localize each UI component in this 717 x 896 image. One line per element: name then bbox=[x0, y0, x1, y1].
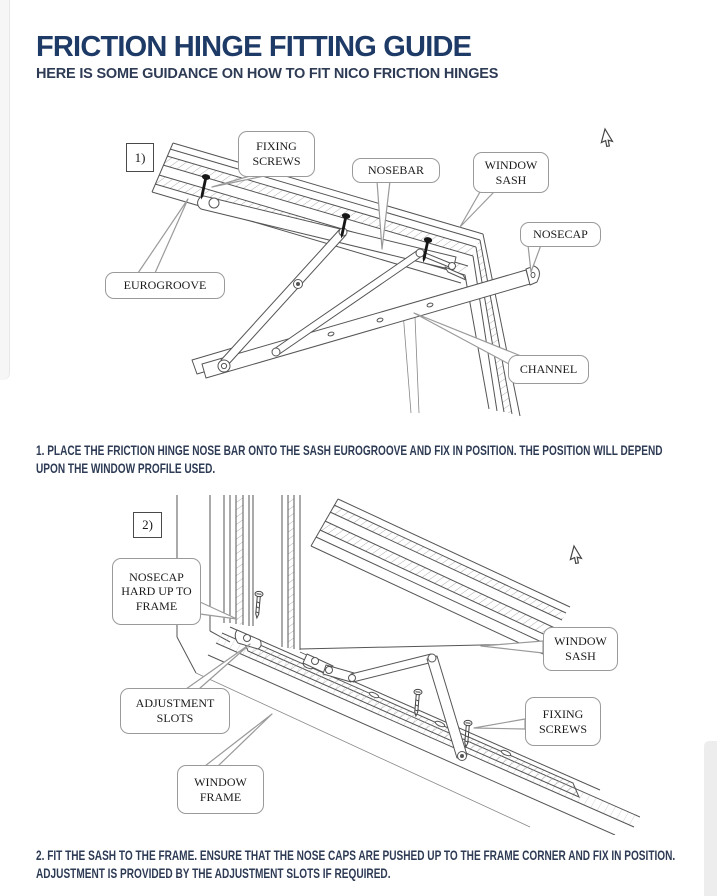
mouse-pointer-icon bbox=[570, 546, 584, 565]
callout-nosebar bbox=[352, 158, 440, 183]
callout-label: NOSECAP HARD UP TO FRAME bbox=[121, 569, 192, 613]
callout-label: NOSECAP bbox=[533, 227, 588, 242]
callout-window-frame bbox=[177, 765, 264, 814]
callout-label: FIXING SCREWS bbox=[252, 139, 301, 168]
page-title: FRICTION HINGE FITTING GUIDE bbox=[36, 31, 472, 64]
callout-adjustment-slots bbox=[120, 688, 230, 734]
callout-label: WINDOW SASH bbox=[554, 634, 607, 663]
callout-label: WINDOW FRAME bbox=[194, 774, 247, 804]
right-panel-edge bbox=[704, 741, 717, 896]
callout-label: CHANNEL bbox=[519, 362, 578, 377]
callout-label: NOSEBAR bbox=[367, 163, 424, 178]
diagram-step2 bbox=[100, 495, 640, 835]
callout-channel bbox=[508, 355, 589, 384]
diagram1-number-label: 1) bbox=[126, 143, 154, 172]
callout-label: EUROGROOVE bbox=[123, 278, 207, 293]
callout-window-sash bbox=[473, 152, 549, 193]
page-subtitle: HERE IS SOME GUIDANCE ON HOW TO FIT NICO FRICTION HINGES bbox=[36, 66, 499, 82]
callout-fixing-screws bbox=[238, 131, 315, 177]
mouse-pointer-icon bbox=[601, 129, 615, 148]
diagram-step1 bbox=[100, 120, 640, 435]
step2-text: 2. FIT THE SASH TO THE FRAME. ENSURE THAT THE NOSE CAPS ARE PUSHED UP TO THE FRAME CORNER AND FIX IN POSITION. ADJUSTMENT IS PROVIDED BY THE ADJUSTMENT SLOTS IF REQUIRED. bbox=[36, 847, 676, 881]
callout-fixing-screws bbox=[525, 697, 601, 746]
callout-nosecap-hard-up-to-frame bbox=[112, 558, 201, 625]
callout-label: WINDOW SASH bbox=[484, 157, 538, 187]
diagram2-number-label: 2) bbox=[133, 512, 162, 538]
callout-label: ADJUSTMENT SLOTS bbox=[135, 696, 215, 725]
callout-eurogroove bbox=[105, 272, 225, 299]
callout-label: FIXING SCREWS bbox=[538, 706, 587, 736]
callout-nosecap bbox=[520, 222, 601, 247]
left-panel-edge bbox=[0, 0, 10, 380]
callout-window-sash bbox=[543, 627, 618, 671]
step1-text: 1. PLACE THE FRICTION HINGE NOSE BAR ONTO THE SASH EUROGROOVE AND FIX IN POSITION. THE POSITION WILL DEPEND UPON THE WINDOW PROFILE USED. bbox=[36, 442, 663, 476]
